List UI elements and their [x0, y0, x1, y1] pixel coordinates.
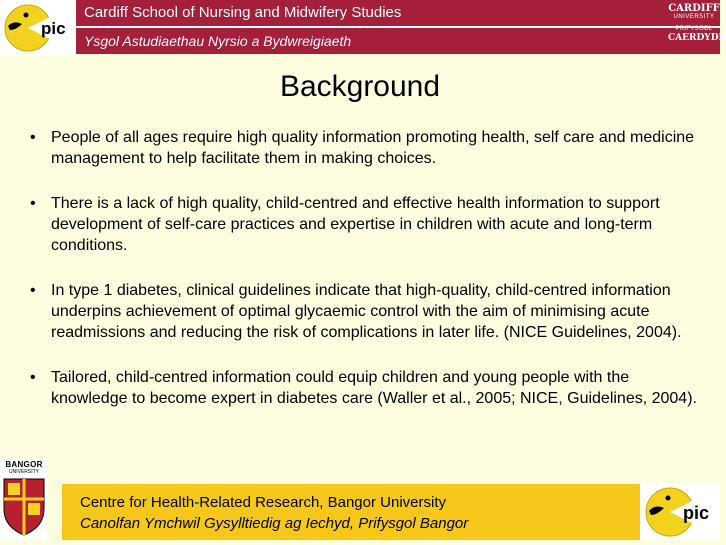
- bangor-university-logo: [0, 458, 48, 540]
- bullet-text: Tailored, child-centred information could equip children and young people with the knowledge to become expert in diabetes care (Waller et al., 2005; NICE, Guidelines, 2004).: [51, 369, 697, 407]
- bullet-item: [30, 280, 710, 343]
- epic-footer-logo-text: pic: [683, 503, 710, 523]
- bullet-icon: •: [30, 282, 36, 299]
- bullet-text: People of all ages require high quality information promoting health, self care and medicine management to help facilitate them in making choices.: [51, 129, 695, 167]
- slide-title: Background: [279, 70, 441, 103]
- footer-line-cy: Canolfan Ymchwil Gysylltiedig ag Iechyd, Prifysgol Bangor: [80, 515, 469, 532]
- bangor-logo-title: BANGOR: [5, 460, 43, 469]
- cardiff-logo-line4: CAERDYDD: [668, 33, 726, 43]
- cardiff-logo-line3: PRIFYSGOL: [675, 26, 713, 32]
- bangor-logo-subtitle: UNIVERSITY: [8, 469, 39, 475]
- cardiff-university-logo: [668, 0, 726, 54]
- footer-line-en: Centre for Health-Related Research, Bangor University: [80, 494, 446, 511]
- bullet-list: [30, 127, 710, 433]
- epic-logo-footer: [640, 484, 720, 540]
- bangor-crest-icon: [0, 475, 48, 537]
- bullet-icon: •: [30, 369, 36, 386]
- bullet-icon: •: [30, 129, 36, 146]
- epic-logo-text: pic: [41, 19, 66, 38]
- bullet-item: [30, 367, 710, 409]
- header-title-en: Cardiff School of Nursing and Midwifery Studies: [84, 4, 402, 21]
- epic-logo-icon: [640, 484, 720, 540]
- bullet-icon: •: [30, 195, 36, 212]
- bullet-text: In type 1 diabetes, clinical guidelines indicate that high-quality, child-centred information underpins achievement of optimal glycaemic control with the aim of minimising acute readmissions and reducing the risk of complications in later life. (NICE Guidelines, 2004).: [51, 282, 682, 341]
- cardiff-logo-line2: UNIVERSITY: [673, 14, 715, 20]
- cardiff-logo-line1: CARDIFF: [668, 3, 720, 14]
- epic-logo: [0, 0, 76, 56]
- bullet-item: [30, 193, 710, 256]
- epic-logo-icon: [0, 0, 76, 56]
- bullet-text: There is a lack of high quality, child-centred and effective health information to support development of self-care practices and expertise in children with acute and long-term conditions.: [51, 195, 660, 254]
- header-title-cy: Ysgol Astudiaethau Nyrsio a Bydwreigiaeth: [84, 33, 352, 49]
- slide-header: [0, 0, 726, 56]
- bullet-item: [30, 127, 710, 169]
